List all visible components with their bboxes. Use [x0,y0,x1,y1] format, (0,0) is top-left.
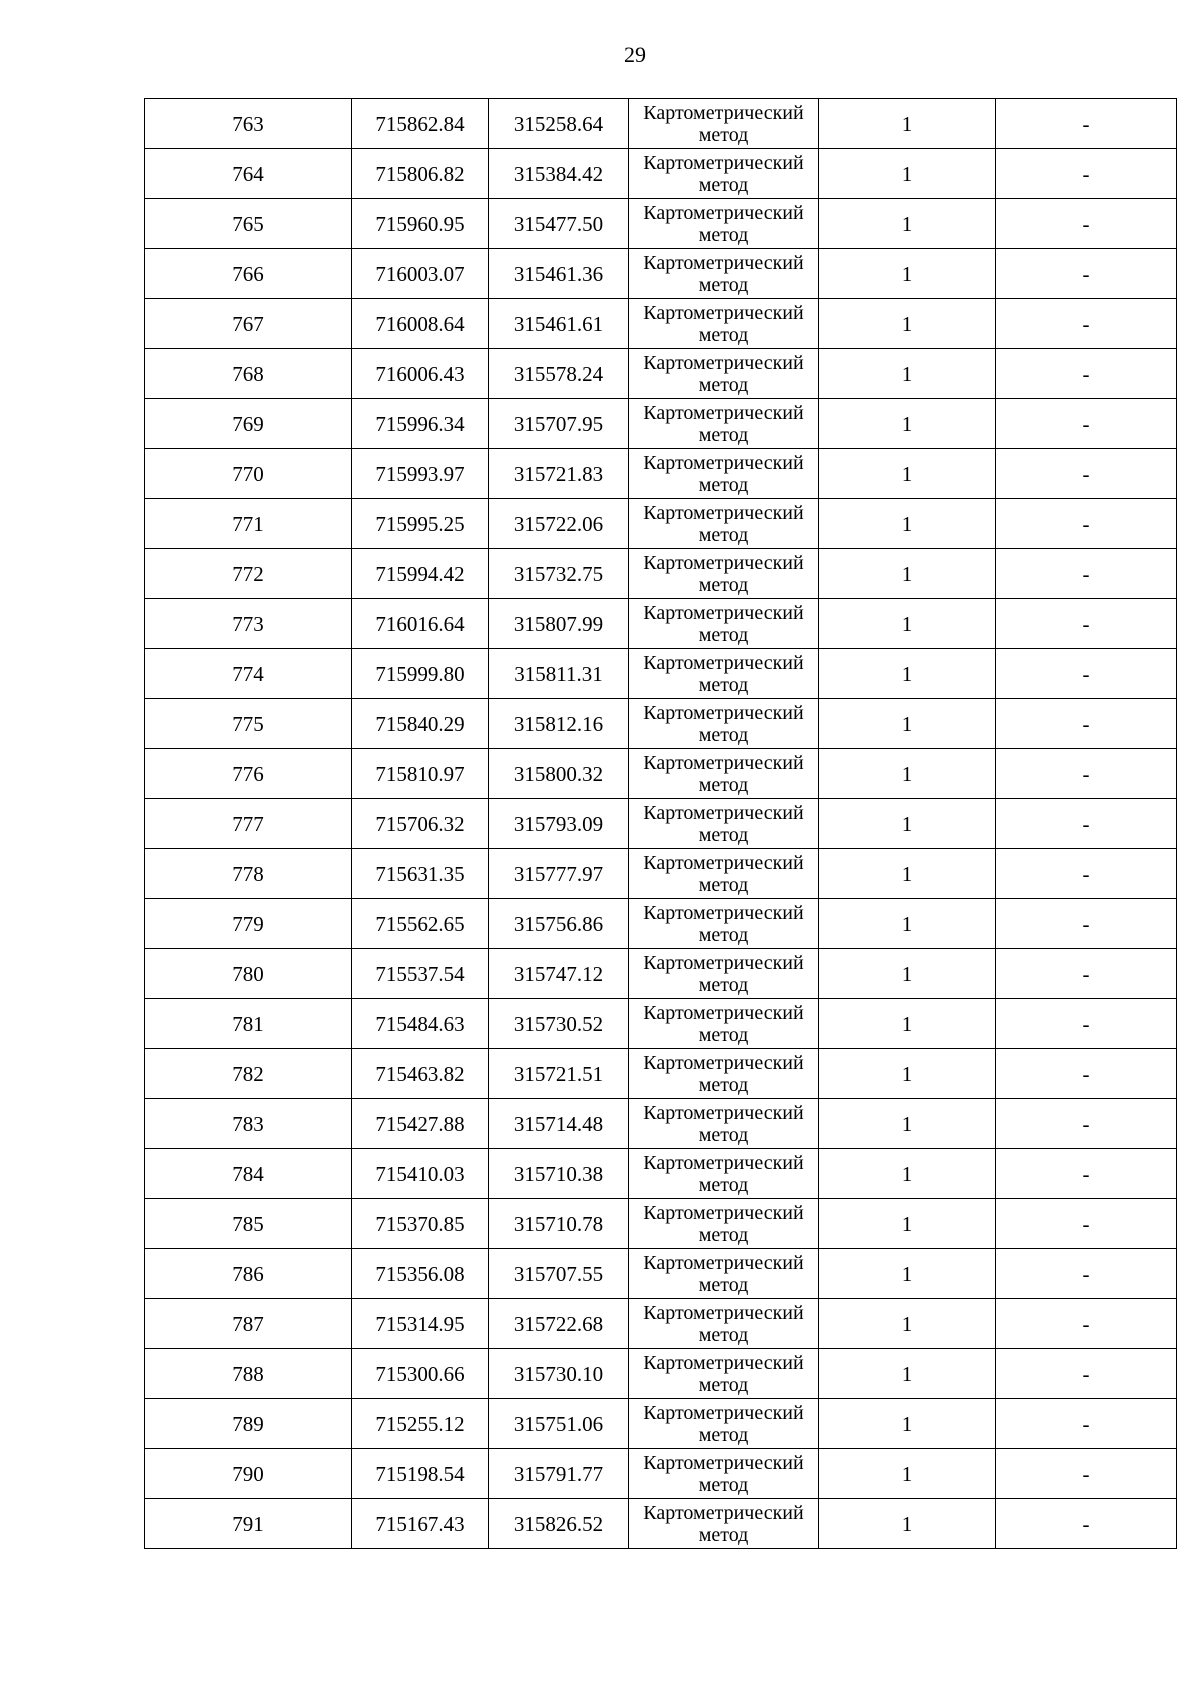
coordinate-y-cell: 315751.06 [489,1399,629,1449]
method-label-line2: метод [698,723,749,746]
coordinate-x-cell: 715706.32 [352,799,489,849]
page-number: 29 [624,42,646,67]
table-row [145,1399,1177,1449]
point-number-cell: 766 [145,249,352,299]
method-cell [629,149,819,199]
coordinate-x-cell: 715463.82 [352,1049,489,1099]
accuracy-cell: 1 [819,99,996,149]
method-label-line2: метод [698,973,749,996]
method-cell [629,299,819,349]
table-row [145,649,1177,699]
method-label-line1: Картометрический [643,1051,804,1074]
method-label-line1: Картометрический [643,1301,804,1324]
point-number-cell: 772 [145,549,352,599]
method-cell [629,1449,819,1499]
accuracy-cell: 1 [819,999,996,1049]
method-cell [629,899,819,949]
point-number-cell: 788 [145,1349,352,1399]
table-row [145,299,1177,349]
method-cell [629,1199,819,1249]
coordinate-y-cell: 315732.75 [489,549,629,599]
method-label-line1: Картометрический [643,451,804,474]
note-cell: - [996,549,1177,599]
point-number-cell: 776 [145,749,352,799]
note-cell: - [996,749,1177,799]
coordinates-table-container [144,98,1176,1549]
method-cell [629,1399,819,1449]
note-cell: - [996,1349,1177,1399]
coordinate-y-cell: 315721.83 [489,449,629,499]
coordinate-x-cell: 715198.54 [352,1449,489,1499]
coordinates-table [144,98,1177,1549]
method-cell [629,699,819,749]
accuracy-cell: 1 [819,549,996,599]
method-label-line1: Картометрический [643,1251,804,1274]
accuracy-cell: 1 [819,349,996,399]
table-row [145,949,1177,999]
method-label-line1: Картометрический [643,701,804,724]
table-row [145,599,1177,649]
method-cell [629,1049,819,1099]
table-row [145,1299,1177,1349]
method-cell [629,349,819,399]
method-label-line2: метод [698,123,749,146]
coordinate-x-cell: 715410.03 [352,1149,489,1199]
table-body [145,99,1177,1549]
coordinate-x-cell: 715840.29 [352,699,489,749]
accuracy-cell: 1 [819,449,996,499]
table-row [145,399,1177,449]
coordinate-x-cell: 715993.97 [352,449,489,499]
coordinate-y-cell: 315258.64 [489,99,629,149]
note-cell: - [996,849,1177,899]
coordinate-y-cell: 315461.61 [489,299,629,349]
method-cell [629,999,819,1049]
table-row [145,1149,1177,1199]
note-cell: - [996,149,1177,199]
coordinate-y-cell: 315747.12 [489,949,629,999]
coordinate-y-cell: 315578.24 [489,349,629,399]
method-label-line2: метод [698,1523,749,1546]
coordinate-y-cell: 315812.16 [489,699,629,749]
coordinate-x-cell: 715255.12 [352,1399,489,1449]
method-cell [629,1499,819,1549]
method-cell [629,1099,819,1149]
coordinate-y-cell: 315756.86 [489,899,629,949]
point-number-cell: 777 [145,799,352,849]
method-label-line2: метод [698,823,749,846]
method-label-line2: метод [698,1223,749,1246]
accuracy-cell: 1 [819,249,996,299]
note-cell: - [996,99,1177,149]
table-row [145,549,1177,599]
coordinate-y-cell: 315721.51 [489,1049,629,1099]
method-label-line1: Картометрический [643,1201,804,1224]
method-label-line2: метод [698,1473,749,1496]
method-label-line1: Картометрический [643,1101,804,1124]
table-row [145,1349,1177,1399]
method-label-line2: метод [698,1273,749,1296]
method-label-line1: Картометрический [643,801,804,824]
point-number-cell: 774 [145,649,352,699]
coordinate-x-cell: 715960.95 [352,199,489,249]
table-row [145,1449,1177,1499]
method-label-line1: Картометрический [643,1001,804,1024]
point-number-cell: 773 [145,599,352,649]
accuracy-cell: 1 [819,149,996,199]
accuracy-cell: 1 [819,699,996,749]
method-cell [629,249,819,299]
note-cell: - [996,199,1177,249]
method-cell [629,1349,819,1399]
table-row [145,999,1177,1049]
coordinate-x-cell: 715314.95 [352,1299,489,1349]
method-cell [629,99,819,149]
note-cell: - [996,499,1177,549]
point-number-cell: 775 [145,699,352,749]
method-label-line1: Картометрический [643,1451,804,1474]
table-row [145,99,1177,149]
coordinate-y-cell: 315730.10 [489,1349,629,1399]
table-row [145,899,1177,949]
note-cell: - [996,699,1177,749]
coordinate-x-cell: 715999.80 [352,649,489,699]
accuracy-cell: 1 [819,1199,996,1249]
accuracy-cell: 1 [819,1249,996,1299]
accuracy-cell: 1 [819,599,996,649]
coordinate-x-cell: 715631.35 [352,849,489,899]
accuracy-cell: 1 [819,899,996,949]
accuracy-cell: 1 [819,1349,996,1399]
method-label-line2: метод [698,473,749,496]
coordinate-y-cell: 315793.09 [489,799,629,849]
method-label-line1: Картометрический [643,601,804,624]
point-number-cell: 778 [145,849,352,899]
accuracy-cell: 1 [819,799,996,849]
point-number-cell: 771 [145,499,352,549]
point-number-cell: 763 [145,99,352,149]
table-row [145,849,1177,899]
point-number-cell: 768 [145,349,352,399]
method-cell [629,449,819,499]
table-row [145,249,1177,299]
method-label-line1: Картометрический [643,251,804,274]
method-cell [629,799,819,849]
accuracy-cell: 1 [819,1399,996,1449]
coordinate-y-cell: 315807.99 [489,599,629,649]
accuracy-cell: 1 [819,1099,996,1149]
note-cell: - [996,1299,1177,1349]
method-cell [629,749,819,799]
coordinate-y-cell: 315777.97 [489,849,629,899]
method-label-line1: Картометрический [643,401,804,424]
method-label-line1: Картометрический [643,351,804,374]
method-label-line1: Картометрический [643,101,804,124]
note-cell: - [996,349,1177,399]
method-cell [629,1249,819,1299]
point-number-cell: 781 [145,999,352,1049]
method-label-line2: метод [698,673,749,696]
coordinate-y-cell: 315811.31 [489,649,629,699]
note-cell: - [996,1249,1177,1299]
note-cell: - [996,1499,1177,1549]
point-number-cell: 779 [145,899,352,949]
accuracy-cell: 1 [819,649,996,699]
method-label-line2: метод [698,1023,749,1046]
method-label-line2: метод [698,323,749,346]
method-label-line2: метод [698,223,749,246]
accuracy-cell: 1 [819,1049,996,1099]
coordinate-x-cell: 716008.64 [352,299,489,349]
coordinate-y-cell: 315707.95 [489,399,629,449]
method-label-line1: Картометрический [643,151,804,174]
accuracy-cell: 1 [819,299,996,349]
table-row [145,799,1177,849]
accuracy-cell: 1 [819,949,996,999]
method-label-line1: Картометрический [643,551,804,574]
note-cell: - [996,1449,1177,1499]
method-label-line2: метод [698,773,749,796]
method-label-line2: метод [698,173,749,196]
table-row [145,1099,1177,1149]
point-number-cell: 769 [145,399,352,449]
table-row [145,1049,1177,1099]
method-label-line2: метод [698,1173,749,1196]
method-label-line2: метод [698,873,749,896]
note-cell: - [996,649,1177,699]
coordinate-x-cell: 715167.43 [352,1499,489,1549]
note-cell: - [996,449,1177,499]
table-row [145,699,1177,749]
coordinate-x-cell: 715562.65 [352,899,489,949]
table-row [145,1199,1177,1249]
method-label-line1: Картометрический [643,851,804,874]
method-label-line2: метод [698,1073,749,1096]
method-label-line1: Картометрический [643,301,804,324]
method-cell [629,649,819,699]
method-label-line2: метод [698,1323,749,1346]
coordinate-x-cell: 715537.54 [352,949,489,999]
method-cell [629,499,819,549]
table-row [145,1249,1177,1299]
accuracy-cell: 1 [819,399,996,449]
note-cell: - [996,1049,1177,1099]
point-number-cell: 787 [145,1299,352,1349]
note-cell: - [996,399,1177,449]
accuracy-cell: 1 [819,1299,996,1349]
note-cell: - [996,799,1177,849]
coordinate-x-cell: 715370.85 [352,1199,489,1249]
coordinate-y-cell: 315722.06 [489,499,629,549]
coordinate-x-cell: 715300.66 [352,1349,489,1399]
note-cell: - [996,1199,1177,1249]
coordinate-y-cell: 315477.50 [489,199,629,249]
note-cell: - [996,249,1177,299]
method-cell [629,1149,819,1199]
method-label-line2: метод [698,623,749,646]
method-label-line1: Картометрический [643,901,804,924]
method-label-line1: Картометрический [643,201,804,224]
point-number-cell: 786 [145,1249,352,1299]
point-number-cell: 783 [145,1099,352,1149]
coordinate-x-cell: 715356.08 [352,1249,489,1299]
coordinate-x-cell: 715484.63 [352,999,489,1049]
point-number-cell: 791 [145,1499,352,1549]
accuracy-cell: 1 [819,1449,996,1499]
coordinate-y-cell: 315461.36 [489,249,629,299]
note-cell: - [996,299,1177,349]
table-row [145,349,1177,399]
method-cell [629,949,819,999]
accuracy-cell: 1 [819,499,996,549]
point-number-cell: 785 [145,1199,352,1249]
method-label-line2: метод [698,923,749,946]
method-cell [629,549,819,599]
coordinate-x-cell: 715995.25 [352,499,489,549]
coordinate-y-cell: 315826.52 [489,1499,629,1549]
table-row [145,1499,1177,1549]
method-label-line1: Картометрический [643,501,804,524]
coordinate-x-cell: 715994.42 [352,549,489,599]
point-number-cell: 789 [145,1399,352,1449]
note-cell: - [996,599,1177,649]
accuracy-cell: 1 [819,1149,996,1199]
coordinate-y-cell: 315800.32 [489,749,629,799]
table-row [145,199,1177,249]
coordinate-y-cell: 315730.52 [489,999,629,1049]
point-number-cell: 765 [145,199,352,249]
accuracy-cell: 1 [819,749,996,799]
table-row [145,149,1177,199]
method-cell [629,1299,819,1349]
method-cell [629,199,819,249]
method-label-line1: Картометрический [643,751,804,774]
coordinate-x-cell: 715810.97 [352,749,489,799]
method-label-line2: метод [698,573,749,596]
note-cell: - [996,1399,1177,1449]
point-number-cell: 770 [145,449,352,499]
method-label-line1: Картометрический [643,951,804,974]
table-row [145,749,1177,799]
coordinate-y-cell: 315791.77 [489,1449,629,1499]
method-label-line1: Картометрический [643,1401,804,1424]
method-label-line2: метод [698,1373,749,1396]
coordinate-y-cell: 315710.78 [489,1199,629,1249]
method-label-line2: метод [698,423,749,446]
method-label-line1: Картометрический [643,1151,804,1174]
coordinate-y-cell: 315722.68 [489,1299,629,1349]
point-number-cell: 780 [145,949,352,999]
coordinate-x-cell: 716016.64 [352,599,489,649]
point-number-cell: 782 [145,1049,352,1099]
coordinate-y-cell: 315384.42 [489,149,629,199]
method-cell [629,399,819,449]
point-number-cell: 784 [145,1149,352,1199]
method-cell [629,849,819,899]
method-label-line2: метод [698,1123,749,1146]
point-number-cell: 764 [145,149,352,199]
method-label-line1: Картометрический [643,1501,804,1524]
table-row [145,449,1177,499]
method-label-line1: Картометрический [643,651,804,674]
coordinate-x-cell: 715806.82 [352,149,489,199]
accuracy-cell: 1 [819,1499,996,1549]
coordinate-x-cell: 716003.07 [352,249,489,299]
accuracy-cell: 1 [819,199,996,249]
point-number-cell: 767 [145,299,352,349]
coordinate-x-cell: 716006.43 [352,349,489,399]
note-cell: - [996,949,1177,999]
accuracy-cell: 1 [819,849,996,899]
method-label-line1: Картометрический [643,1351,804,1374]
coordinate-x-cell: 715427.88 [352,1099,489,1149]
method-label-line2: метод [698,1423,749,1446]
note-cell: - [996,1149,1177,1199]
method-label-line2: метод [698,523,749,546]
method-label-line2: метод [698,373,749,396]
method-cell [629,599,819,649]
note-cell: - [996,1099,1177,1149]
coordinate-x-cell: 715862.84 [352,99,489,149]
coordinate-y-cell: 315710.38 [489,1149,629,1199]
note-cell: - [996,899,1177,949]
coordinate-x-cell: 715996.34 [352,399,489,449]
coordinate-y-cell: 315707.55 [489,1249,629,1299]
point-number-cell: 790 [145,1449,352,1499]
coordinate-y-cell: 315714.48 [489,1099,629,1149]
note-cell: - [996,999,1177,1049]
table-row [145,499,1177,549]
method-label-line2: метод [698,273,749,296]
